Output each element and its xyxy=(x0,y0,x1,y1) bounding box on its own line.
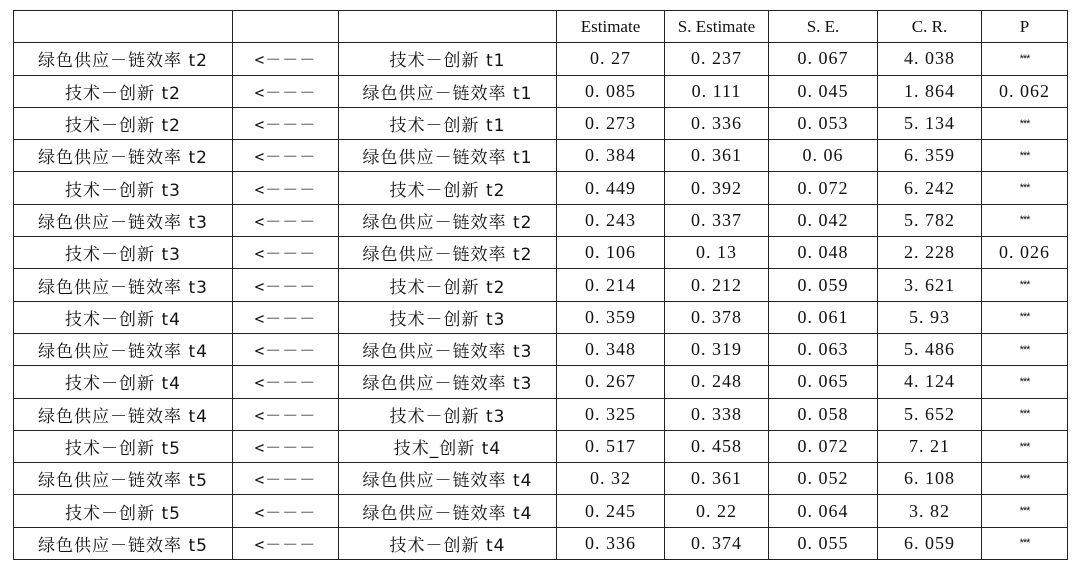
std-estimate-cell: 0. 374 xyxy=(665,527,769,559)
header-cell-arrow xyxy=(233,11,339,43)
estimate-cell: 0. 267 xyxy=(557,366,665,398)
dependent-variable-cell: 绿色供应－链效率 t2 xyxy=(14,140,233,172)
predictor-variable-cell: 绿色供应－链效率 t4 xyxy=(339,463,557,495)
critical-ratio-cell: 5. 134 xyxy=(878,107,982,139)
critical-ratio-cell: 5. 652 xyxy=(878,398,982,430)
dependent-variable-cell: 技术－创新 t5 xyxy=(14,430,233,462)
path-coefficients-table xyxy=(13,10,1068,560)
dependent-variable-cell: 技术－创新 t3 xyxy=(14,172,233,204)
table-row xyxy=(14,495,1068,527)
critical-ratio-cell: 6. 059 xyxy=(878,527,982,559)
header-cell-critical-ratio: C. R. xyxy=(878,11,982,43)
std-estimate-cell: 0. 458 xyxy=(665,430,769,462)
p-value-cell: *** xyxy=(982,204,1068,236)
critical-ratio-cell: 3. 621 xyxy=(878,269,982,301)
p-value-cell: *** xyxy=(982,495,1068,527)
estimate-cell: 0. 32 xyxy=(557,463,665,495)
table-row xyxy=(14,301,1068,333)
header-row xyxy=(14,11,1068,43)
p-value-cell: *** xyxy=(982,269,1068,301)
dependent-variable-cell: 技术－创新 t4 xyxy=(14,366,233,398)
dependent-variable-cell: 绿色供应－链效率 t4 xyxy=(14,398,233,430)
estimate-cell: 0. 325 xyxy=(557,398,665,430)
dependent-variable-cell: 技术－创新 t2 xyxy=(14,75,233,107)
p-value-cell: *** xyxy=(982,527,1068,559)
arrow-cell: <－－－ xyxy=(233,140,339,172)
arrow-cell: <－－－ xyxy=(233,75,339,107)
std-error-cell: 0. 052 xyxy=(769,463,878,495)
dependent-variable-cell: 绿色供应－链效率 t3 xyxy=(14,204,233,236)
dependent-variable-cell: 技术－创新 t4 xyxy=(14,301,233,333)
header-cell-std-estimate: S. Estimate xyxy=(665,11,769,43)
predictor-variable-cell: 技术－创新 t3 xyxy=(339,301,557,333)
std-error-cell: 0. 048 xyxy=(769,237,878,269)
estimate-cell: 0. 336 xyxy=(557,527,665,559)
estimate-cell: 0. 245 xyxy=(557,495,665,527)
arrow-cell: <－－－ xyxy=(233,398,339,430)
critical-ratio-cell: 2. 228 xyxy=(878,237,982,269)
std-estimate-cell: 0. 336 xyxy=(665,107,769,139)
table-body xyxy=(14,43,1068,560)
std-estimate-cell: 0. 22 xyxy=(665,495,769,527)
critical-ratio-cell: 3. 82 xyxy=(878,495,982,527)
table-row xyxy=(14,463,1068,495)
std-error-cell: 0. 061 xyxy=(769,301,878,333)
p-value-cell: *** xyxy=(982,107,1068,139)
std-error-cell: 0. 06 xyxy=(769,140,878,172)
table-row xyxy=(14,527,1068,559)
table-row xyxy=(14,43,1068,75)
arrow-cell: <－－－ xyxy=(233,366,339,398)
arrow-cell: <－－－ xyxy=(233,172,339,204)
p-value-cell: *** xyxy=(982,333,1068,365)
predictor-variable-cell: 技术_创新 t4 xyxy=(339,430,557,462)
p-value-cell: 0. 026 xyxy=(982,237,1068,269)
critical-ratio-cell: 1. 864 xyxy=(878,75,982,107)
table-row xyxy=(14,398,1068,430)
p-value-cell: *** xyxy=(982,398,1068,430)
std-error-cell: 0. 045 xyxy=(769,75,878,107)
predictor-variable-cell: 绿色供应－链效率 t4 xyxy=(339,495,557,527)
header-cell-estimate: Estimate xyxy=(557,11,665,43)
std-estimate-cell: 0. 248 xyxy=(665,366,769,398)
p-value-cell: *** xyxy=(982,430,1068,462)
predictor-variable-cell: 绿色供应－链效率 t1 xyxy=(339,140,557,172)
predictor-variable-cell: 技术－创新 t2 xyxy=(339,172,557,204)
dependent-variable-cell: 绿色供应－链效率 t3 xyxy=(14,269,233,301)
table-row xyxy=(14,140,1068,172)
predictor-variable-cell: 技术－创新 t2 xyxy=(339,269,557,301)
table-row xyxy=(14,366,1068,398)
std-estimate-cell: 0. 13 xyxy=(665,237,769,269)
predictor-variable-cell: 绿色供应－链效率 t3 xyxy=(339,366,557,398)
estimate-cell: 0. 085 xyxy=(557,75,665,107)
dependent-variable-cell: 技术－创新 t2 xyxy=(14,107,233,139)
arrow-cell: <－－－ xyxy=(233,333,339,365)
table-header xyxy=(14,11,1068,43)
header-cell-predictor xyxy=(339,11,557,43)
predictor-variable-cell: 绿色供应－链效率 t2 xyxy=(339,237,557,269)
std-estimate-cell: 0. 338 xyxy=(665,398,769,430)
std-estimate-cell: 0. 212 xyxy=(665,269,769,301)
predictor-variable-cell: 技术－创新 t4 xyxy=(339,527,557,559)
predictor-variable-cell: 绿色供应－链效率 t3 xyxy=(339,333,557,365)
std-error-cell: 0. 063 xyxy=(769,333,878,365)
table-row xyxy=(14,107,1068,139)
std-estimate-cell: 0. 392 xyxy=(665,172,769,204)
header-cell-std-error: S. E. xyxy=(769,11,878,43)
estimate-cell: 0. 106 xyxy=(557,237,665,269)
arrow-cell: <－－－ xyxy=(233,107,339,139)
std-error-cell: 0. 059 xyxy=(769,269,878,301)
table-row xyxy=(14,269,1068,301)
arrow-cell: <－－－ xyxy=(233,463,339,495)
arrow-cell: <－－－ xyxy=(233,301,339,333)
estimate-cell: 0. 348 xyxy=(557,333,665,365)
std-estimate-cell: 0. 378 xyxy=(665,301,769,333)
std-error-cell: 0. 042 xyxy=(769,204,878,236)
arrow-cell: <－－－ xyxy=(233,527,339,559)
std-estimate-cell: 0. 111 xyxy=(665,75,769,107)
header-cell-p-value: P xyxy=(982,11,1068,43)
results-table-container xyxy=(13,10,1067,560)
std-estimate-cell: 0. 361 xyxy=(665,463,769,495)
critical-ratio-cell: 5. 486 xyxy=(878,333,982,365)
arrow-cell: <－－－ xyxy=(233,495,339,527)
critical-ratio-cell: 7. 21 xyxy=(878,430,982,462)
dependent-variable-cell: 绿色供应－链效率 t4 xyxy=(14,333,233,365)
estimate-cell: 0. 243 xyxy=(557,204,665,236)
arrow-cell: <－－－ xyxy=(233,43,339,75)
p-value-cell: *** xyxy=(982,366,1068,398)
p-value-cell: 0. 062 xyxy=(982,75,1068,107)
arrow-cell: <－－－ xyxy=(233,204,339,236)
predictor-variable-cell: 技术－创新 t1 xyxy=(339,107,557,139)
std-error-cell: 0. 053 xyxy=(769,107,878,139)
table-row xyxy=(14,172,1068,204)
estimate-cell: 0. 214 xyxy=(557,269,665,301)
critical-ratio-cell: 6. 108 xyxy=(878,463,982,495)
p-value-cell: *** xyxy=(982,140,1068,172)
arrow-cell: <－－－ xyxy=(233,430,339,462)
std-estimate-cell: 0. 337 xyxy=(665,204,769,236)
std-error-cell: 0. 058 xyxy=(769,398,878,430)
p-value-cell: *** xyxy=(982,43,1068,75)
critical-ratio-cell: 6. 242 xyxy=(878,172,982,204)
dependent-variable-cell: 绿色供应－链效率 t2 xyxy=(14,43,233,75)
std-estimate-cell: 0. 237 xyxy=(665,43,769,75)
p-value-cell: *** xyxy=(982,463,1068,495)
std-error-cell: 0. 072 xyxy=(769,430,878,462)
critical-ratio-cell: 5. 93 xyxy=(878,301,982,333)
dependent-variable-cell: 技术－创新 t5 xyxy=(14,495,233,527)
critical-ratio-cell: 5. 782 xyxy=(878,204,982,236)
std-error-cell: 0. 072 xyxy=(769,172,878,204)
arrow-cell: <－－－ xyxy=(233,237,339,269)
dependent-variable-cell: 绿色供应－链效率 t5 xyxy=(14,463,233,495)
estimate-cell: 0. 517 xyxy=(557,430,665,462)
header-cell-dependent xyxy=(14,11,233,43)
table-row xyxy=(14,204,1068,236)
std-estimate-cell: 0. 361 xyxy=(665,140,769,172)
std-error-cell: 0. 065 xyxy=(769,366,878,398)
predictor-variable-cell: 技术－创新 t1 xyxy=(339,43,557,75)
table-row xyxy=(14,430,1068,462)
estimate-cell: 0. 273 xyxy=(557,107,665,139)
predictor-variable-cell: 绿色供应－链效率 t1 xyxy=(339,75,557,107)
critical-ratio-cell: 6. 359 xyxy=(878,140,982,172)
dependent-variable-cell: 技术－创新 t3 xyxy=(14,237,233,269)
predictor-variable-cell: 绿色供应－链效率 t2 xyxy=(339,204,557,236)
std-error-cell: 0. 067 xyxy=(769,43,878,75)
estimate-cell: 0. 27 xyxy=(557,43,665,75)
table-row xyxy=(14,237,1068,269)
estimate-cell: 0. 449 xyxy=(557,172,665,204)
dependent-variable-cell: 绿色供应－链效率 t5 xyxy=(14,527,233,559)
std-error-cell: 0. 055 xyxy=(769,527,878,559)
arrow-cell: <－－－ xyxy=(233,269,339,301)
estimate-cell: 0. 384 xyxy=(557,140,665,172)
p-value-cell: *** xyxy=(982,301,1068,333)
estimate-cell: 0. 359 xyxy=(557,301,665,333)
predictor-variable-cell: 技术－创新 t3 xyxy=(339,398,557,430)
table-row xyxy=(14,333,1068,365)
critical-ratio-cell: 4. 124 xyxy=(878,366,982,398)
std-error-cell: 0. 064 xyxy=(769,495,878,527)
table-row xyxy=(14,75,1068,107)
p-value-cell: *** xyxy=(982,172,1068,204)
critical-ratio-cell: 4. 038 xyxy=(878,43,982,75)
std-estimate-cell: 0. 319 xyxy=(665,333,769,365)
